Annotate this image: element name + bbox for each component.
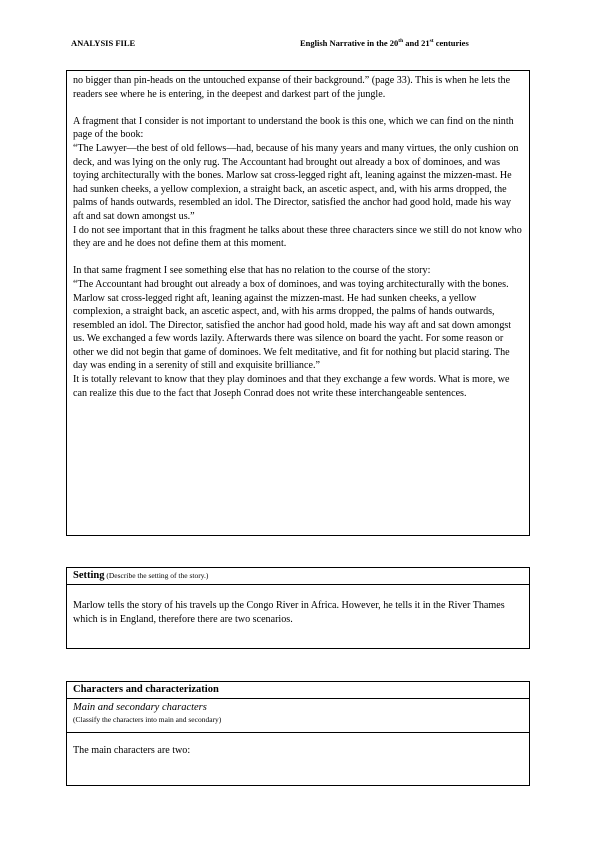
paragraph-gap	[73, 251, 524, 265]
paragraph-6: “The Accountant had brought out already a box of dominoes, and was toying architecturally with the bones. Marlow sat cross-legged right aft, leaning against the mizzen-mast. He had sunken cheeks, a yellow complexion, a straight back, an ascetic aspect, and, with his arms dropped, the palms of hands outwards, resembled an idol. The Director, satisfied the anchor had good hold, made his way aft and sat down amongst us. We exchanged a few words lazily. Afterwards there was silence on board the yacht. For some reason or other we did not begin that game of dominoes. We felt meditative, and fit for nothing but placid staring. The day was ending in a serenity of still and exquisite brilliance.”	[73, 278, 512, 372]
paragraph-4: I do not see important that in this fragment he talks about these three characters since we still do not know who they are and he does not define them at this moment.	[73, 224, 522, 250]
setting-body: Marlow tells the story of his travels up the Congo River in Africa. However, he tells it in the River Thames which is in England, therefore there are two scenarios.	[73, 600, 505, 625]
paragraph-gap	[73, 101, 524, 115]
header-left-title: ANALYSIS FILE	[71, 38, 136, 48]
characters-box	[66, 681, 530, 786]
setting-title: Setting	[73, 570, 105, 581]
setting-note: (Describe the setting of the story.)	[104, 571, 209, 580]
header-right-title	[300, 38, 469, 48]
characters-body: The main characters are two:	[73, 745, 191, 756]
header-right-sup-2: st	[429, 38, 434, 45]
header-right-sup-1: th	[398, 38, 404, 45]
setting-box	[66, 567, 530, 649]
paragraph-7: It is totally relevant to know that they play dominoes and that they exchange a few words. What is more, we can realize this due to the fact that Joseph Conrad does not write these interchangeable sentences.	[73, 374, 510, 399]
header-right-text-2: and 21	[403, 38, 430, 48]
paragraph-5: In that same fragment I see something else that has no relation to the course of the story:	[73, 265, 431, 277]
paragraph-3: “The Lawyer—the best of old fellows—had, because of his many years and many virtues, the only cushion on deck, and was lying on the only rug. The Accountant had brought out already a box of dominoes, and was toying architecturally with the bones. Marlow sat cross-legged right aft, leaning against the mizzen-mast. He had sunken cheeks, a yellow complexion, a straight back, an ascetic aspect, and, with his arms dropped, the palms of hands outwards, resembled an idol. The Director, satisfied the anchor had good hold, made his way aft and sat down amongst us.”	[73, 142, 519, 222]
characters-subtitle: Main and secondary characters	[73, 702, 207, 713]
characters-title: Characters and characterization	[67, 682, 529, 699]
paragraph-1: no bigger than pin-heads on the untouched expanse of their background.” (page 33). This is when he lets the readers see where he is entering, in the deepest and darkest part of the jungle.	[73, 75, 511, 100]
header-right-text-1: English Narrative in the 20	[300, 38, 399, 48]
characters-subheader	[67, 699, 529, 733]
characters-note: (Classify the characters into main and secondary)	[73, 715, 222, 724]
header-right-text-3: centuries	[433, 38, 469, 48]
paragraph-2: A fragment that I consider is not important to understand the book is this one, which we can find on the ninth page of the book:	[73, 115, 514, 141]
setting-header	[67, 568, 529, 585]
analysis-text-box	[66, 70, 530, 536]
